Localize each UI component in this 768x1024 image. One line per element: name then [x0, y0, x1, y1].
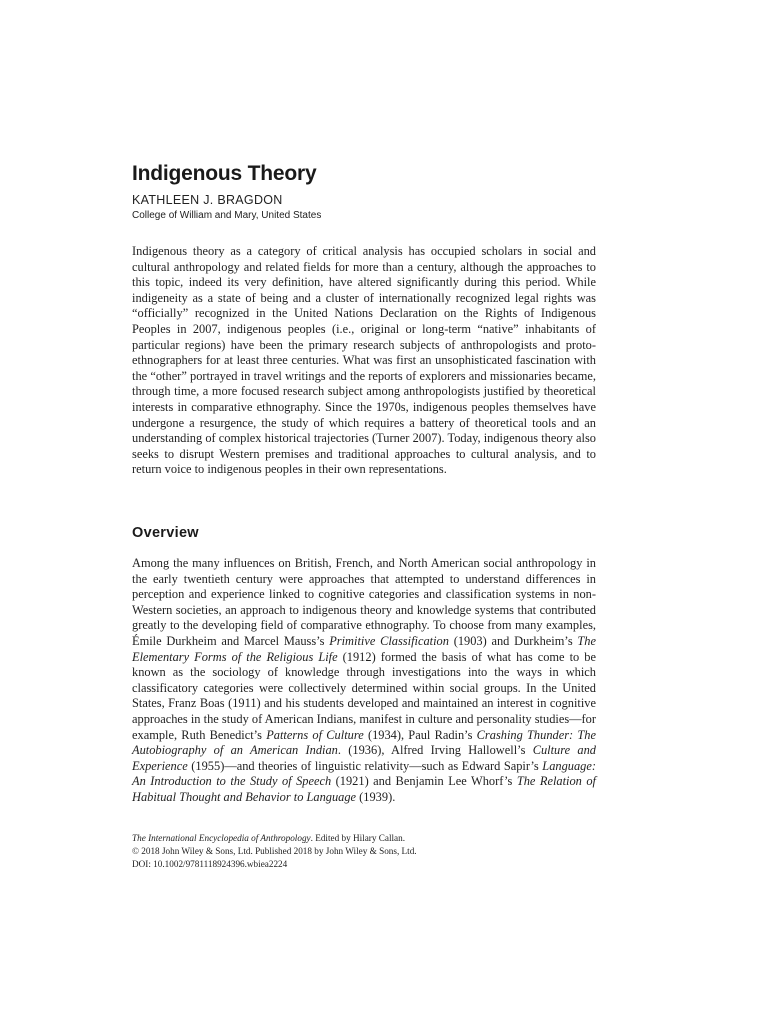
text-segment: . (1936), Alfred Irving Hallowell’s	[337, 743, 533, 758]
editor-credit: . Edited by Hilary Callan.	[310, 833, 406, 843]
text-segment: (1939).	[356, 789, 396, 804]
encyclopedia-title: The International Encyclopedia of Anthropology	[132, 833, 311, 843]
doi-line: DOI: 10.1002/9781118924396.wbiea2224	[132, 859, 288, 870]
publication-footer	[132, 832, 596, 872]
overview-paragraph	[132, 556, 596, 806]
text-segment: (1912) formed the basis of what has come to be known as the sociology of knowledge through investigations into the ways in which classificatory categories were collectively determined within social groups. In the United States, Franz Boas (1911) and his students developed and maintained an interest in cognitive approaches in the study of American Indians, manifest in culture and personality studies—for example, Ruth Benedict’s	[132, 649, 596, 742]
author-name: KATHLEEN J. BRAGDON	[132, 193, 283, 207]
text-segment: (1955)—and theories of linguistic relativity—such as Edward Sapir’s	[187, 758, 543, 773]
copyright-line: © 2018 John Wiley & Sons, Ltd. Published 2018 by John Wiley & Sons, Ltd.	[132, 846, 417, 857]
italic-title-segment: Culture and Experience	[132, 743, 596, 773]
italic-title-segment: Primitive Classification	[329, 633, 449, 648]
author-affiliation: College of William and Mary, United States	[132, 210, 322, 221]
italic-title-segment: Crashing Thunder: The Autobiography of an American Indian	[132, 727, 596, 758]
text-segment: (1934), Paul Radin’s	[363, 727, 477, 742]
intro-paragraph	[132, 244, 596, 478]
italic-title-segment: Patterns of Culture	[266, 727, 364, 742]
text-segment: Indigenous theory as a category of critical analysis has occupied scholars in social and cultural anthropology and related fields for more than a century, although the approaches to this topic, indeed its very definition, have altered significantly during this period. While indigeneity as a state of being and a cluster of internationally recognized legal rights was “officially” recognized in the United Nations Declaration on the Rights of Indigenous Peoples in 2007, indigenous peoples (i.e., original or long-term “native” inhabitants of particular regions) have been the primary research subjects of anthropologists and proto-ethnographers for at least three centuries. What was first an unsophisticated fascination with the “other” portrayed in travel writings and the reports of explorers and missionaries became, through time, a more focused research subject among anthropologists justified by theoretical interests in comparative ethnography. Since the 1970s, indigenous peoples themselves have undergone a resurgence, the study of which requires a battery of theoretical tools and an understanding of complex historical trajectories (Turner 2007). Today, indigenous theory also seeks to disrupt Western premises and traditional approaches to cultural analysis, and to return voice to indigenous peoples in their own representations.	[132, 244, 596, 477]
section-heading-overview: Overview	[132, 525, 199, 541]
article-title: Indigenous Theory	[132, 162, 317, 185]
italic-title-segment: The Elementary Forms of the Religious Life	[132, 633, 596, 664]
text-segment: Among the many influences on British, French, and North American social anthropology in the early twentieth century were approaches that attempted to understand differences in perception and experience linked to cognitive categories and classification systems in non-Western societies, an approach to indigenous theory and knowledge systems that contributed greatly to the developing field of comparative ethnography. To choose from many examples, Émile Durkheim and Marcel Mauss’s	[132, 556, 596, 648]
italic-title-segment: Language: An Introduction to the Study of Speech	[132, 758, 596, 789]
text-segment: (1921) and Benjamin Lee Whorf’s	[331, 774, 517, 789]
text-segment: (1903) and Durkheim’s	[448, 633, 578, 648]
italic-title-segment: The Relation of Habitual Thought and Behavior to Language	[132, 774, 596, 804]
citation-line	[132, 832, 596, 845]
